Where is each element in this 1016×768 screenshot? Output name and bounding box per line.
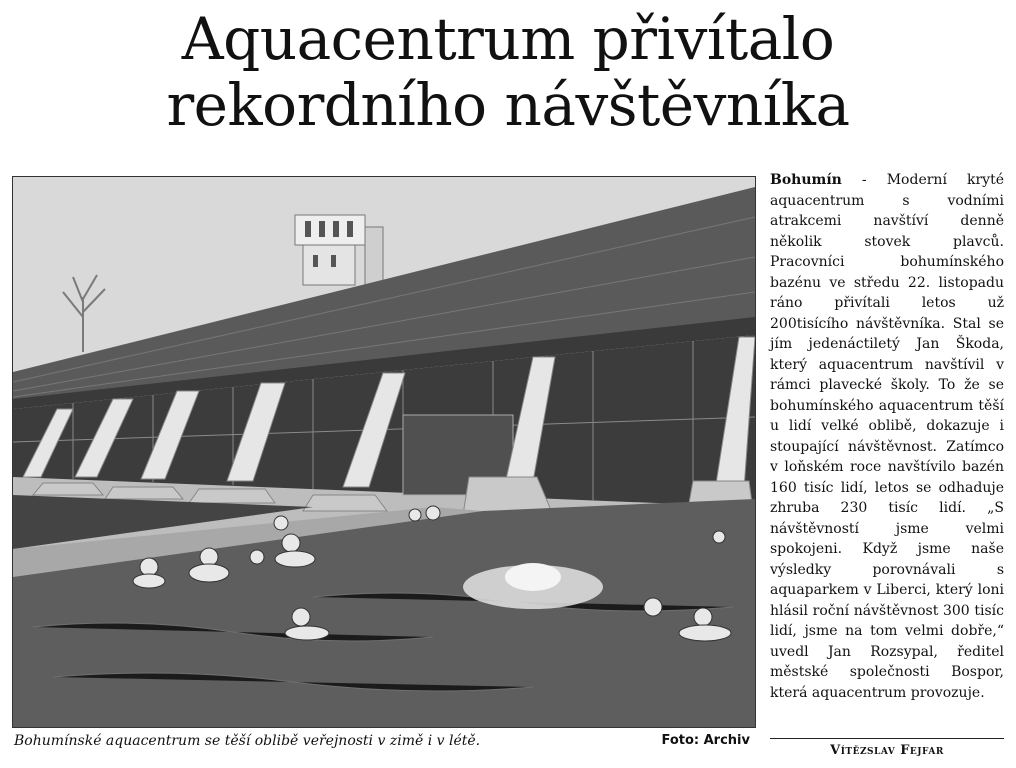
author-byline: Vítězslav Fejfar [770, 738, 1004, 758]
aquacentrum-photo-illustration [13, 177, 755, 727]
article-text: - Moderní kryté aquacentrum s vodními atrakcemi navštíví denně několik stovek plavců. Pracovníci bohumínského bazénu ve středu 22. listopadu ráno přivítali letos už 200tisícího návštěvníka. Stal se jím jedenáctiletý Jan Škoda, který aquacentrum navštívil v rámci plavecké školy. To že se bohumínského aquacentrum těší u lidí velké oblibě, dokazuje i stoupající návštěvnost. Zatímco v loňském roce navštívilo bazén 160 tisíc lidí, letos se odhaduje zhruba 230 tisíc lidí. „S návštěvností jsme velmi spokojeni. Když jsme naše výsledky porovnávali s aquaparkem v Liberci, který loni hlásil roční návštěvnost 300 tisíc lidí, jsme na tom velmi dobře,“ uvedl Jan Rozsypal, ředitel městské společnosti Bospor, která aquacentrum provozuje. [770, 172, 1004, 701]
photo-caption [14, 733, 754, 755]
caption-text: Bohumínské aquacentrum se těší oblibě veřejnosti v zimě i v létě. [14, 733, 481, 749]
headline-line-2: rekordního návštěvníka [166, 71, 850, 139]
photo-credit: Foto: Archiv [661, 733, 750, 748]
article-body [770, 170, 1004, 703]
headline [0, 6, 1016, 138]
article-dateline: Bohumín [770, 172, 842, 188]
article-photo [12, 176, 756, 728]
headline-line-1: Aquacentrum přivítalo [181, 5, 835, 73]
